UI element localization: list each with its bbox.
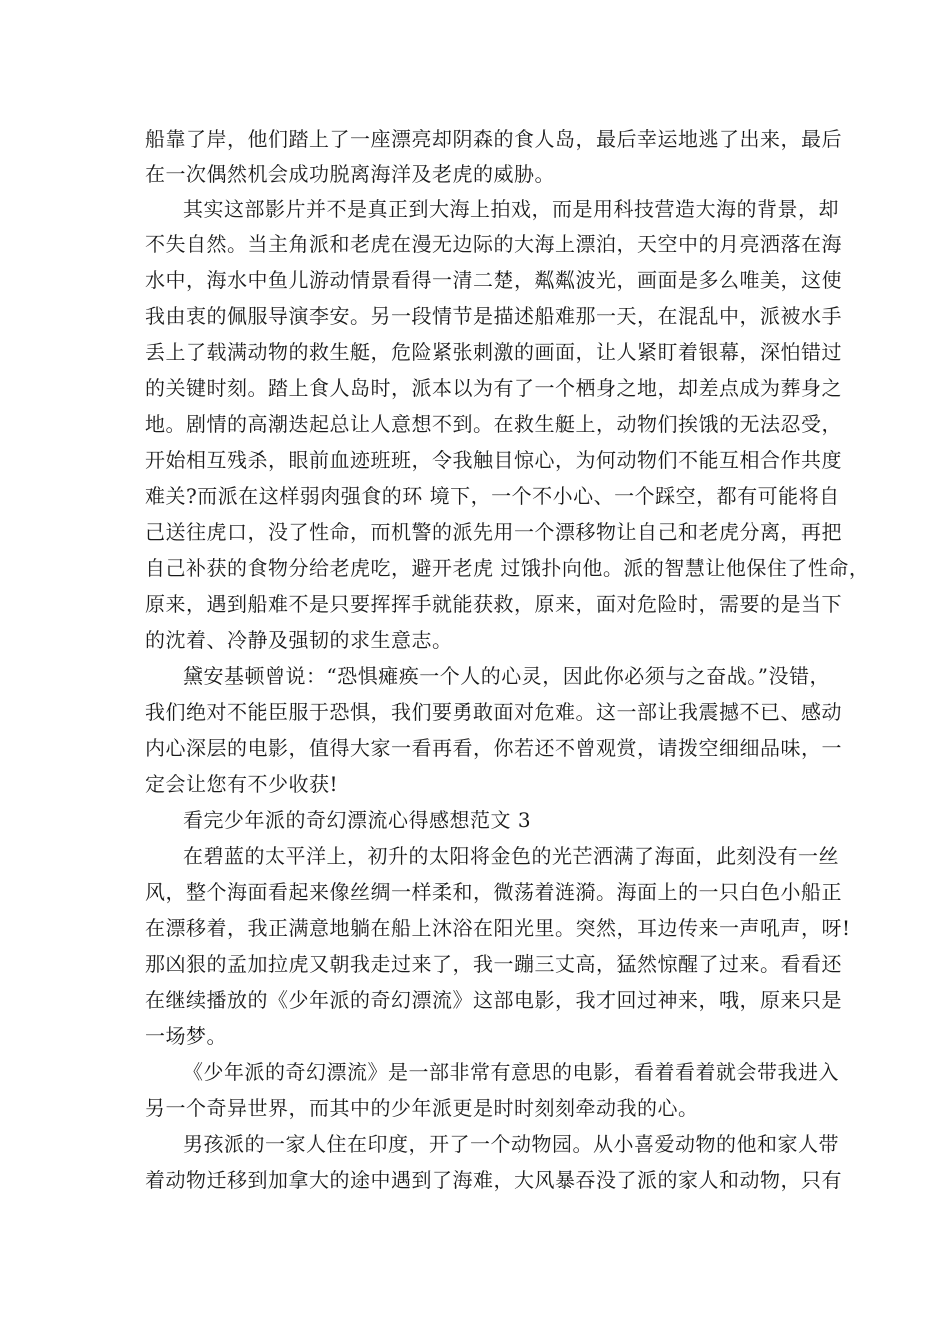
text-line: 地。剧情的高潮迭起总让人意想不到。在救生艇上，动物们挨饿的无法忍受，: [145, 412, 842, 436]
text-line: 自己补获的食物分给老虎吃，避开老虎 过饿扑向他。派的智慧让他保住了性命，: [145, 556, 870, 580]
text-line: 那凶狠的孟加拉虎又朝我走过来了，我一蹦三丈高，猛然惊醒了过来。看看还: [145, 952, 842, 976]
paragraph-start-line: 《少年派的奇幻漂流》是一部非常有意思的电影，看着看着就会带我进入: [183, 1060, 839, 1084]
text-line: 定会让您有不少收获!: [145, 772, 339, 796]
text-line: 风，整个海面看起来像丝绸一样柔和，微荡着涟漪。海面上的一只白色小船正: [145, 880, 842, 904]
paragraph-start-line: 黛安基顿曾说：“恐惧瘫痪一个人的心灵，因此你必须与之奋战。”没错，: [183, 664, 830, 688]
text-line: 难关?而派在这样弱肉强食的环 境下，一个不小心、一个踩空，都有可能将自: [145, 484, 840, 508]
text-line: 开始相互残杀，眼前血迹班班，令我触目惊心，为何动物们不能互相合作共度: [145, 448, 842, 472]
text-line: 丢上了载满动物的救生艇，危险紧张刺激的画面，让人紧盯着银幕，深怕错过: [145, 340, 842, 364]
text-line: 的沈着、冷静及强韧的求生意志。: [145, 628, 453, 652]
text-line: 我们绝对不能臣服于恐惧，我们要勇敢面对危难。这一部让我震撼不已、感动: [145, 700, 842, 724]
text-line: 在一次偶然机会成功脱离海洋及老虎的威胁。: [145, 162, 555, 186]
text-line: 一场梦。: [145, 1024, 227, 1048]
text-line: 在漂移着，我正满意地躺在船上沐浴在阳光里。突然，耳边传来一声吼声，呀!: [145, 916, 851, 940]
text-line: 的关键时刻。踏上食人岛时，派本以为有了一个栖身之地，却差点成为葬身之: [145, 376, 842, 400]
text-line: 另一个奇异世界，而其中的少年派更是时时刻刻牵动我的心。: [145, 1096, 699, 1120]
text-line: 己送往虎口，没了性命，而机警的派先用一个漂移物让自己和老虎分离，再把: [145, 520, 842, 544]
section-heading: 看完少年派的奇幻漂流心得感想范文 3: [183, 808, 532, 832]
text-line: 内心深层的电影，值得大家一看再看，你若还不曾观赏，请拨空细细品味，一: [145, 736, 842, 760]
text-line: 不失自然。当主角派和老虎在漫无边际的大海上漂泊，天空中的月亮洒落在海: [145, 232, 842, 256]
paragraph-start-line: 其实这部影片并不是真正到大海上拍戏，而是用科技营造大海的背景，却: [183, 197, 839, 221]
text-line: 原来，遇到船难不是只要挥挥手就能获救，原来，面对危险时，需要的是当下: [145, 592, 842, 616]
paragraph-start-line: 在碧蓝的太平洋上，初升的太阳将金色的光芒洒满了海面，此刻没有一丝: [183, 844, 839, 868]
paragraph-start-line: 男孩派的一家人住在印度，开了一个动物园。从小喜爱动物的他和家人带: [183, 1132, 839, 1156]
text-line: 着动物迁移到加拿大的途中遇到了海难，大风暴吞没了派的家人和动物，只有: [145, 1168, 842, 1192]
text-line: 我由衷的佩服导演李安。另一段情节是描述船难那一天，在混乱中，派被水手: [145, 304, 842, 328]
text-line: 船靠了岸，他们踏上了一座漂亮却阴森的食人岛，最后幸运地逃了出来，最后: [145, 127, 842, 151]
text-line: 水中，海水中鱼儿游动情景看得一清二楚，粼粼波光，画面是多么唯美，这使: [145, 268, 842, 292]
text-line: 在继续播放的《少年派的奇幻漂流》这部电影，我才回过神来，哦，原来只是: [145, 988, 842, 1012]
